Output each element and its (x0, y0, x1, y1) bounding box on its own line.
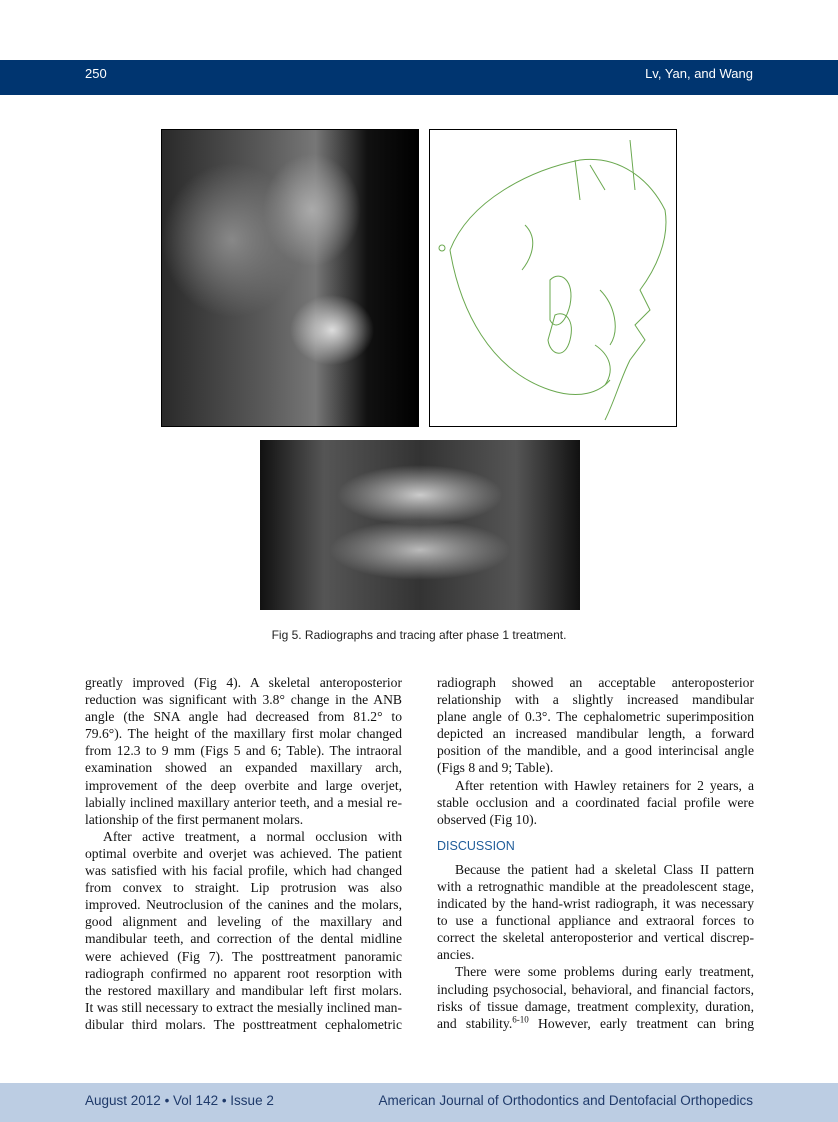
right-column (437, 674, 754, 1032)
paragraph (437, 861, 754, 964)
text-line: and stability.$^{6-10}$ However, early treatment can bring (437, 1014, 754, 1031)
text-line: correct the skeletal anteroposterior and vertical discrep- (437, 930, 754, 946)
text-line: relationship with a slightly increased mandibular (437, 692, 754, 708)
text-line: After retention with Hawley retainers for 2 years, a (455, 777, 754, 793)
text-line: position of the mandible, and a good interincisal angle (437, 743, 754, 759)
text-line: from 12.3 to 9 mm (Figs 5 and 6; Table). The intraoral (85, 743, 402, 759)
text-line: angle (the SNA angle had decreased from 81.2° to (85, 709, 402, 725)
text-line: There were some problems during early treatment, (455, 964, 754, 980)
text-line: risks of tissue damage, treatment complexity, duration, (437, 998, 754, 1014)
text-line: including psychosocial, behavioral, and financial factors, (437, 981, 754, 997)
text-line: examination showed an expanded maxillary arch, (85, 760, 402, 776)
text-line: radiograph showed an acceptable anteroposterior (437, 675, 754, 690)
citation[interactable]: 6-10 (512, 1014, 529, 1025)
text-line: greatly improved (Fig 4). A skeletal anteroposterior (85, 675, 402, 690)
section-heading: DISCUSSION (437, 838, 515, 853)
text-line: were achieved (Fig 7). The posttreatment panoramic (85, 948, 402, 964)
paragraph (437, 674, 754, 777)
text-line: stable occlusion and a coordinated facial profile were (437, 794, 754, 810)
text-line: After active treatment, a normal occlusion with (103, 828, 402, 844)
left-column (85, 674, 402, 1033)
issue-info: August 2012 • Vol 142 • Issue 2 (85, 1093, 274, 1108)
running-header (0, 60, 838, 95)
text-line: good alignment and leveling of the maxillary and (85, 914, 402, 930)
text-line: lationship of the first permanent molars. (85, 811, 304, 827)
text-line: plane angle of 0.3°. The cephalometric superimposition (437, 709, 754, 725)
text-line: indicated by the hand-wrist radiograph, it was necessary (437, 896, 754, 912)
text-line: observed (Fig 10). (437, 811, 538, 827)
paragraph (85, 674, 402, 828)
text-line: was satisfied with his facial profile, which had changed (85, 863, 402, 879)
text-line: (Figs 8 and 9; Table). (437, 760, 554, 776)
cephalometric-tracing (429, 129, 677, 427)
text-line: optimal overbite and overjet was achieved. The patient (85, 845, 402, 861)
text-line: radiograph confirmed no apparent root resorption with (85, 965, 402, 981)
running-footer (0, 1083, 838, 1122)
text-line: ancies. (437, 947, 475, 963)
figure-caption: Fig 5. Radiographs and tracing after phase 1 treatment. (271, 628, 567, 642)
text-line: labially inclined maxillary anterior teeth, and a mesial re- (85, 794, 402, 810)
text-line: dibular third molars. The posttreatment cephalometric (85, 1016, 402, 1032)
text-line: to use a functional appliance and extraoral forces to (437, 913, 754, 929)
paragraph (85, 828, 402, 1033)
text-line: improvement of the deep overbite and large overjet, (85, 777, 402, 793)
text-line: with a retrognathic mandible at the preadolescent stage, (437, 878, 754, 894)
text-line: reduction was significant with 3.8° change in the ANB (85, 692, 402, 708)
cephalometric-radiograph (161, 129, 419, 427)
text-line: the restored maxillary and mandibular left first molars. (85, 982, 402, 998)
text-line: 79.6°). The height of the maxillary first molar changed (85, 726, 402, 742)
page-number: 250 (85, 66, 107, 81)
paragraph (437, 963, 754, 1014)
text-line: It was still necessary to extract the mesially inclined man- (85, 999, 402, 1015)
paragraph (437, 777, 754, 828)
journal-name: American Journal of Orthodontics and Dentofacial Orthopedics (378, 1093, 753, 1108)
panoramic-radiograph (260, 440, 580, 610)
text-line: Because the patient had a skeletal Class II pattern (455, 861, 754, 877)
text-line: improved. Neutroclusion of the canines and the molars, (85, 897, 402, 913)
text-line: depicted an increased mandibular length, a forward (437, 726, 754, 742)
text-line: from convex to straight. Lip protrusion was also (85, 880, 402, 896)
text-line: mandibular teeth, and correction of the dental midline (85, 931, 402, 947)
running-authors: Lv, Yan, and Wang (645, 66, 753, 81)
